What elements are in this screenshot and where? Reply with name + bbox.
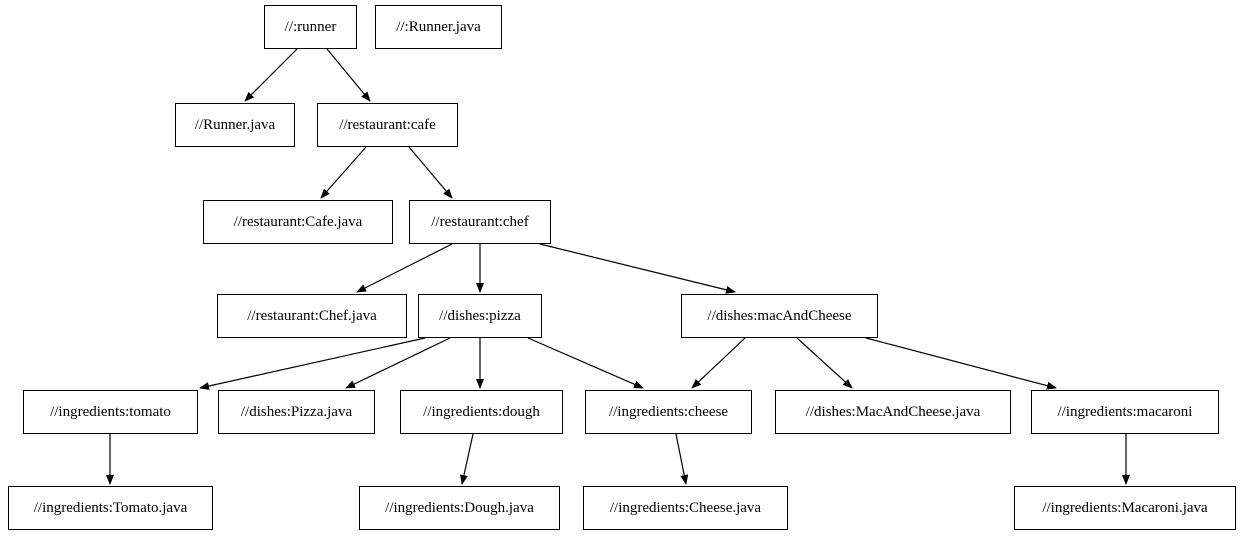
graph-node-macandcheese[interactable]: //dishes:macAndCheese — [681, 294, 878, 338]
graph-node-runner_java[interactable]: //Runner.java — [175, 103, 295, 147]
graph-edge-pizza-to-cheese — [528, 338, 643, 388]
graph-node-tomato_java[interactable]: //ingredients:Tomato.java — [8, 486, 213, 530]
graph-node-chef_java[interactable]: //restaurant:Chef.java — [217, 294, 407, 338]
graph-node-runner[interactable]: //:runner — [264, 5, 357, 49]
graph-node-cheese_java[interactable]: //ingredients:Cheese.java — [583, 486, 788, 530]
graph-node-dough_java[interactable]: //ingredients:Dough.java — [359, 486, 560, 530]
graph-node-macaroni[interactable]: //ingredients:macaroni — [1031, 390, 1219, 434]
graph-node-macaroni_java[interactable]: //ingredients:Macaroni.java — [1014, 486, 1236, 530]
graph-edge-cafe-to-cafe_java — [321, 147, 366, 198]
graph-node-pizza_java[interactable]: //dishes:Pizza.java — [218, 390, 375, 434]
graph-edge-macandcheese-to-macaroni — [866, 338, 1056, 388]
graph-node-cafe_java[interactable]: //restaurant:Cafe.java — [203, 200, 393, 244]
graph-edge-runner-to-runner_java — [245, 49, 297, 101]
graph-edge-runner-to-cafe — [327, 49, 370, 101]
graph-node-dough[interactable]: //ingredients:dough — [400, 390, 563, 434]
graph-node-macandcheese_java[interactable]: //dishes:MacAndCheese.java — [775, 390, 1011, 434]
graph-edge-pizza-to-pizza_java — [346, 338, 450, 388]
graph-edge-chef-to-macandcheese — [540, 244, 735, 292]
graph-edge-dough-to-dough_java — [462, 434, 473, 484]
graph-edge-cafe-to-chef — [409, 147, 452, 198]
graph-node-chef[interactable]: //restaurant:chef — [409, 200, 551, 244]
graph-edge-cheese-to-cheese_java — [676, 434, 686, 484]
graph-edge-macandcheese-to-cheese — [692, 338, 745, 388]
graph-node-tomato[interactable]: //ingredients:tomato — [23, 390, 198, 434]
graph-node-root_runner_java[interactable]: //:Runner.java — [375, 5, 502, 49]
graph-edge-chef-to-chef_java — [357, 244, 452, 292]
graph-node-cafe[interactable]: //restaurant:cafe — [317, 103, 458, 147]
graph-edge-macandcheese-to-macandcheese_java — [797, 338, 852, 388]
graph-node-pizza[interactable]: //dishes:pizza — [418, 294, 542, 338]
graph-edge-pizza-to-tomato — [200, 338, 425, 388]
graph-node-cheese[interactable]: //ingredients:cheese — [585, 390, 752, 434]
